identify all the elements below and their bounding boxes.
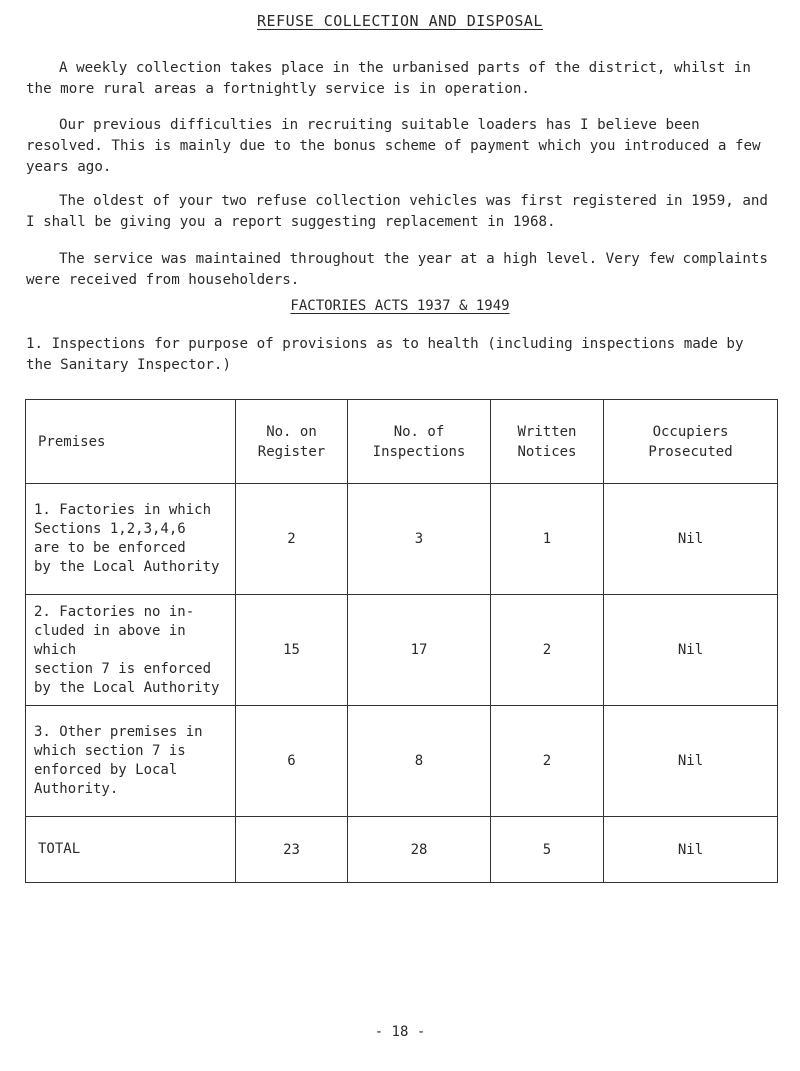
cell-prosecuted: Nil (604, 484, 778, 595)
paragraph-recruitment: Our previous difficulties in recruiting suitable loaders has I believe been resolved. This is mainly due to the bonus scheme of payment which you introduced a few years ago. (26, 117, 761, 175)
header-premises: Premises (26, 400, 236, 484)
table-row (26, 706, 778, 817)
table-total-row (26, 817, 778, 883)
factories-heading: FACTORIES ACTS 1937 & 1949 (290, 298, 510, 314)
cell-register: 15 (236, 595, 348, 706)
cell-total-register: 23 (236, 817, 348, 883)
paragraph-collection-frequency: A weekly collection takes place in the urbanised parts of the district, whilst in the more rural areas a fortnightly service is in operation. (26, 60, 751, 97)
cell-notices: 2 (491, 595, 604, 706)
cell-prosecuted: Nil (604, 595, 778, 706)
cell-premises: 2. Factories no in- cluded in above in which section 7 is enforced by the Local Authority (26, 595, 236, 706)
cell-inspections: 3 (348, 484, 491, 595)
table-row (26, 595, 778, 706)
cell-notices: 2 (491, 706, 604, 817)
cell-premises: 3. Other premises in which section 7 is enforced by Local Authority. (26, 706, 236, 817)
paragraph-vehicles: The oldest of your two refuse collection vehicles was first registered in 1959, and I shall be giving you a report suggesting replacement in 1968. (26, 193, 768, 230)
cell-inspections: 8 (348, 706, 491, 817)
inspections-table (25, 399, 778, 883)
header-notices: Written Notices (491, 400, 604, 484)
cell-total-notices: 5 (491, 817, 604, 883)
cell-register: 6 (236, 706, 348, 817)
cell-inspections: 17 (348, 595, 491, 706)
cell-notices: 1 (491, 484, 604, 595)
header-inspections: No. of Inspections (348, 400, 491, 484)
inspections-intro: 1. Inspections for purpose of provisions as to health (including inspections made by the Sanitary Inspector.) (26, 336, 744, 373)
cell-total-label: TOTAL (26, 817, 236, 883)
header-prosecuted: Occupiers Prosecuted (604, 400, 778, 484)
section-title: REFUSE COLLECTION AND DISPOSAL (257, 12, 543, 30)
table-row (26, 484, 778, 595)
page-number: - 18 - (374, 1024, 426, 1040)
cell-premises: 1. Factories in which Sections 1,2,3,4,6 are to be enforced by the Local Authority (26, 484, 236, 595)
cell-total-prosecuted: Nil (604, 817, 778, 883)
cell-total-inspections: 28 (348, 817, 491, 883)
cell-prosecuted: Nil (604, 706, 778, 817)
header-register: No. on Register (236, 400, 348, 484)
table-header-row (26, 400, 778, 484)
cell-register: 2 (236, 484, 348, 595)
paragraph-service-level: The service was maintained throughout the year at a high level. Very few complaints were received from householders. (26, 251, 768, 288)
